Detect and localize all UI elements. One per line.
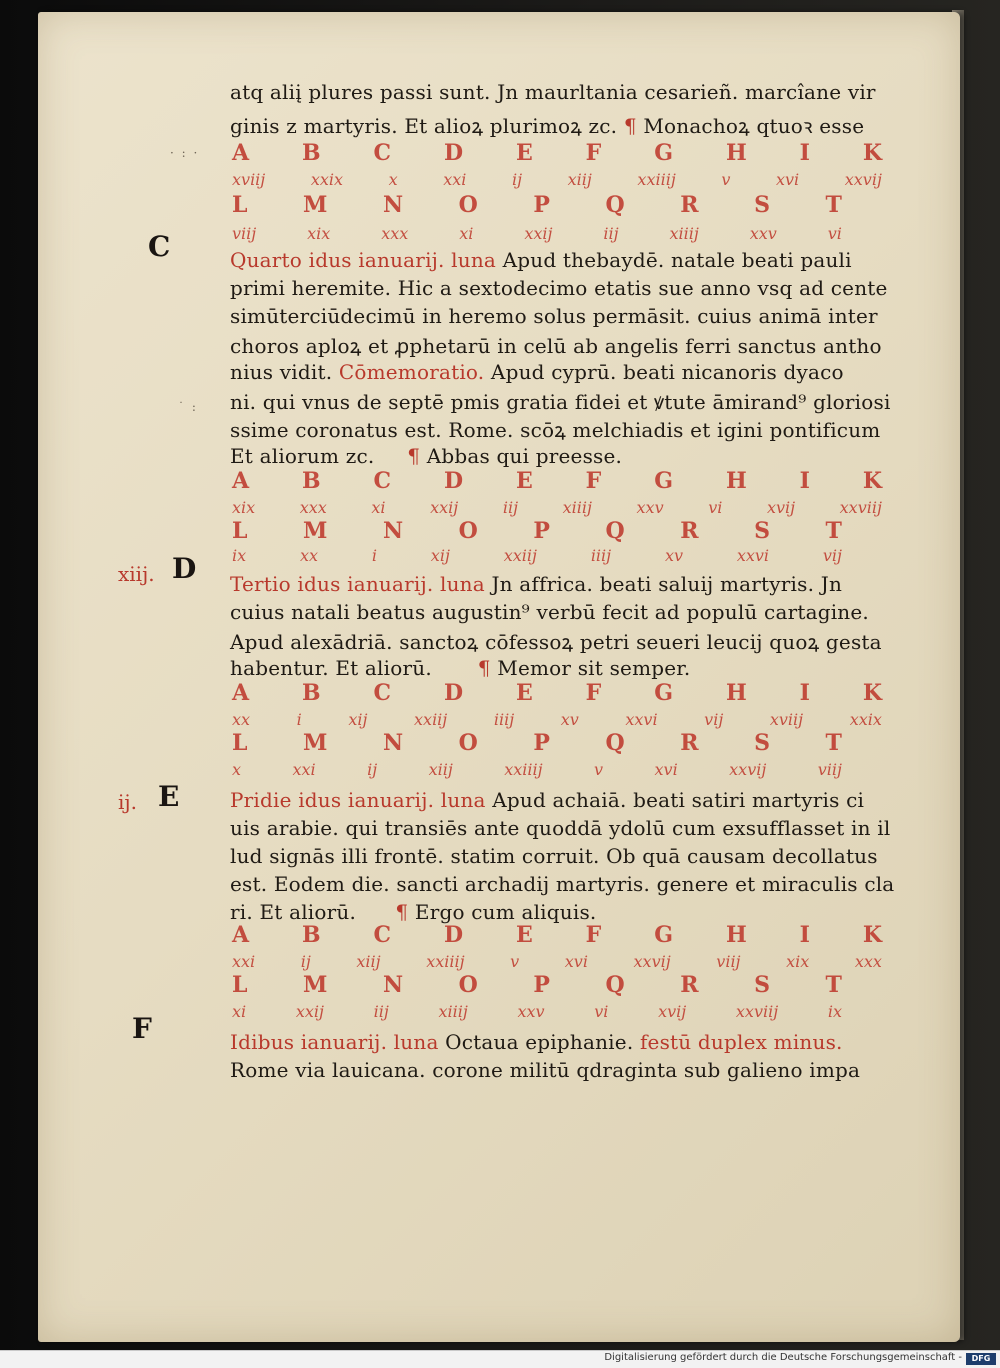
table-letter: H: [725, 140, 747, 166]
table-letter: B: [302, 922, 321, 948]
text-segment: Ergo cum aliquis.: [414, 900, 597, 924]
table-letter: F: [585, 680, 602, 706]
table-letter: N: [382, 518, 404, 544]
table-letter: I: [799, 680, 810, 706]
text-segment: ginis z martyris. Et alioꝝ plurimoꝝ zc.: [230, 114, 618, 138]
table-letter: P: [533, 730, 550, 756]
table-letter: Q: [605, 972, 625, 998]
dfg-logo: DFG: [966, 1353, 996, 1365]
table-letter: T: [825, 192, 842, 218]
table-number: v: [721, 170, 731, 189]
table-number: xxij: [524, 224, 553, 243]
table-letter: P: [533, 972, 550, 998]
table-number: xxiij: [414, 710, 448, 729]
table-letter: K: [862, 468, 882, 494]
table-number: ix: [827, 1002, 842, 1021]
text-line: [230, 112, 864, 139]
table-number: xvi: [654, 760, 678, 779]
text-line: [230, 788, 864, 812]
table-number: xi: [459, 224, 474, 243]
table-number: xxix: [310, 170, 344, 189]
table-2-numbers-top: [232, 498, 882, 518]
table-number: xxiiij: [637, 170, 676, 189]
table-number: xxix: [849, 710, 882, 729]
ink-smudge: ˙ :: [178, 400, 198, 414]
table-letter: S: [754, 730, 770, 756]
table-number: xiiij: [562, 498, 592, 517]
table-letter: O: [458, 730, 478, 756]
table-number: vi: [827, 224, 842, 243]
table-number: vij: [704, 710, 724, 729]
date-rubric: Quarto idus ianuarij. luna: [230, 248, 497, 272]
table-4-letters-top: [232, 922, 882, 946]
text-line: [230, 248, 852, 272]
text-segment: Et aliorum zc.: [230, 444, 375, 468]
table-number: v: [594, 760, 604, 779]
table-number: xxvij: [844, 170, 882, 189]
table-number: i: [296, 710, 302, 729]
table-number: xxv: [749, 224, 777, 243]
table-letter: E: [515, 922, 533, 948]
table-number: xxiij: [503, 546, 537, 565]
table-letter: B: [302, 140, 321, 166]
pilcrow: ¶: [407, 444, 421, 468]
table-number: iiij: [493, 710, 515, 729]
table-letter: H: [725, 680, 747, 706]
table-letter: M: [303, 972, 328, 998]
table-letter: R: [680, 972, 699, 998]
table-2-numbers-bottom: [232, 546, 842, 566]
table-letter: O: [458, 192, 478, 218]
date-rubric: Tertio idus ianuarij. luna: [230, 572, 485, 596]
table-1-numbers-top: [232, 170, 882, 190]
text-line: cuius natali beatus augustin⁹ verbū fecit ad populū cartagine.: [230, 600, 869, 624]
table-letter: E: [515, 140, 533, 166]
table-number: xvij: [766, 498, 796, 517]
table-letter: N: [382, 972, 404, 998]
table-4-numbers-bottom: [232, 1002, 842, 1022]
table-letter: K: [862, 140, 882, 166]
text-segment: Jn affrica. beati saluij martyris. Jn: [491, 572, 843, 596]
table-number: xv: [560, 710, 579, 729]
text-line: simūterciūdecimū in heremo solus permāsit. cuius animā inter: [230, 304, 878, 328]
table-number: xxvij: [633, 952, 671, 971]
ink-smudge: · : ·: [170, 146, 200, 160]
table-number: xxi: [443, 170, 467, 189]
table-letter: H: [725, 922, 747, 948]
table-letter: A: [232, 140, 250, 166]
table-number: viij: [716, 952, 741, 971]
table-2-letters-bottom: [232, 518, 842, 542]
table-letter: G: [654, 468, 674, 494]
table-letter: L: [232, 972, 248, 998]
table-letter: I: [799, 140, 810, 166]
table-number: xviij: [232, 170, 266, 189]
table-letter: D: [443, 140, 464, 166]
table-letter: G: [654, 680, 674, 706]
text-segment: Apud thebaydē. natale beati pauli: [502, 248, 852, 272]
table-letter: G: [654, 140, 674, 166]
digitization-footer: [0, 1350, 1000, 1368]
table-number: xxi: [232, 952, 256, 971]
table-letter: O: [458, 518, 478, 544]
table-letter: O: [458, 972, 478, 998]
table-number: xxviij: [735, 1002, 779, 1021]
table-number: xxvi: [736, 546, 770, 565]
dominical-letter: F: [132, 1012, 152, 1045]
table-letter: D: [443, 468, 464, 494]
table-letter: K: [862, 922, 882, 948]
table-number: xx: [299, 546, 319, 565]
dominical-letter: D: [172, 552, 197, 585]
table-number: xiij: [356, 952, 381, 971]
table-number: vij: [822, 546, 842, 565]
pilcrow: ¶: [477, 656, 491, 680]
text-line: lud signās illi frontē. statim corruit. Ob quā causam decollatus: [230, 844, 878, 868]
table-number: xxij: [430, 498, 459, 517]
table-letter: P: [533, 518, 550, 544]
table-letter: B: [302, 468, 321, 494]
table-letter: C: [373, 680, 392, 706]
table-3-numbers-bottom: [232, 760, 842, 780]
text-line: [230, 656, 690, 680]
table-letter: G: [654, 922, 674, 948]
table-letter: M: [303, 192, 328, 218]
text-line: [230, 1030, 843, 1054]
table-number: xix: [786, 952, 810, 971]
table-letter: L: [232, 730, 248, 756]
text-line: ssime coronatus est. Rome. scōꝝ melchiadis et igini pontificum: [230, 418, 881, 442]
table-letter: P: [533, 192, 550, 218]
golden-number: xiij.: [118, 562, 155, 586]
text-line: [230, 572, 842, 596]
table-letter: F: [585, 922, 602, 948]
table-letter: F: [585, 468, 602, 494]
text-segment: habentur. Et aliorū.: [230, 656, 432, 680]
table-letter: M: [303, 730, 328, 756]
table-number: xvi: [775, 170, 800, 189]
table-number: xxiiij: [426, 952, 465, 971]
table-number: xiij: [428, 760, 453, 779]
text-line: ni. qui vnus de septē pmis gratia fidei et ꝟtute āmirand⁹ gloriosi: [230, 390, 891, 414]
table-4-letters-bottom: [232, 972, 842, 996]
table-letter: S: [754, 518, 770, 544]
table-number: xix: [307, 224, 331, 243]
text-line: [230, 360, 844, 384]
date-rubric: Idibus ianuarij. luna: [230, 1030, 439, 1054]
table-number: xvi: [564, 952, 588, 971]
table-number: ij: [367, 760, 378, 779]
table-number: x: [388, 170, 398, 189]
text-segment: Octaua epiphanie.: [445, 1030, 634, 1054]
dominical-letter: E: [158, 780, 180, 813]
table-number: xvij: [658, 1002, 687, 1021]
table-number: ix: [232, 546, 247, 565]
table-number: xxx: [854, 952, 882, 971]
table-letter: R: [680, 730, 699, 756]
feast-rank-rubric: festū duplex minus.: [639, 1030, 843, 1054]
table-number: xviij: [769, 710, 804, 729]
table-number: xiiij: [438, 1002, 468, 1021]
table-number: xxx: [381, 224, 409, 243]
table-letter: T: [825, 518, 842, 544]
table-letter: S: [754, 192, 770, 218]
table-letter: C: [373, 922, 392, 948]
text-line: [230, 444, 622, 468]
table-number: xxv: [517, 1002, 545, 1021]
table-3-letters-top: [232, 680, 882, 704]
table-letter: A: [232, 468, 250, 494]
text-segment: Monachoꝝ qtuoꝛ esse: [643, 114, 865, 138]
text-line: primi heremite. Hic a sextodecimo etatis sue anno vsq ad cente: [230, 276, 888, 300]
dominical-letter: C: [148, 230, 171, 263]
table-letter: T: [825, 972, 842, 998]
text-line: [230, 900, 596, 924]
table-letter: R: [680, 518, 699, 544]
table-4-numbers-top: [232, 952, 882, 972]
table-number: v: [510, 952, 520, 971]
table-letter: D: [443, 922, 464, 948]
table-letter: B: [302, 680, 321, 706]
text-segment: Memor sit semper.: [497, 656, 691, 680]
table-number: xxvij: [729, 760, 767, 779]
text-segment: Apud achaiā. beati satiri martyris ci: [492, 788, 865, 812]
table-letter: T: [825, 730, 842, 756]
table-letter: M: [303, 518, 328, 544]
table-letter: I: [799, 922, 810, 948]
table-number: xxviij: [839, 498, 882, 517]
golden-number: ij.: [118, 790, 137, 814]
table-letter: C: [373, 140, 392, 166]
table-letter: A: [232, 922, 250, 948]
text-segment: ri. Et aliorū.: [230, 900, 357, 924]
table-letter: L: [232, 518, 248, 544]
table-number: xix: [232, 498, 256, 517]
text-segment: Abbas qui preesse.: [426, 444, 623, 468]
table-letter: S: [754, 972, 770, 998]
table-letter: Q: [605, 518, 625, 544]
table-number: vi: [708, 498, 723, 517]
table-number: iij: [373, 1002, 389, 1021]
table-letter: H: [725, 468, 747, 494]
table-number: iiij: [590, 546, 612, 565]
commemoration-rubric: Cōmemoratio.: [338, 360, 485, 384]
table-number: xxi: [292, 760, 316, 779]
table-letter: N: [382, 730, 404, 756]
table-number: i: [371, 546, 377, 565]
table-number: viij: [817, 760, 842, 779]
table-number: xij: [430, 546, 450, 565]
text-segment: Apud cyprū. beati nicanoris dyaco: [490, 360, 844, 384]
table-number: xi: [371, 498, 386, 517]
table-letter: R: [680, 192, 699, 218]
table-letter: C: [373, 468, 392, 494]
table-number: x: [232, 760, 242, 779]
footer-credit: Digitalisierung gefördert durch die Deutsche Forschungsgemeinschaft -: [604, 1352, 962, 1363]
table-1-letters-bottom: [232, 192, 842, 216]
table-3-letters-bottom: [232, 730, 842, 754]
table-number: iij: [603, 224, 619, 243]
text-line: choros aploꝝ et ꝓphetarū in celū ab angelis ferri sanctus antho: [230, 334, 882, 358]
table-letter: Q: [605, 192, 625, 218]
table-letter: I: [799, 468, 810, 494]
table-number: xxvi: [625, 710, 658, 729]
table-number: xij: [348, 710, 368, 729]
text-line: uis arabie. qui transiēs ante quoddā ydolū cum exsufflasset in il: [230, 816, 891, 840]
table-letter: D: [443, 680, 464, 706]
text-line: Apud alexādriā. sanctoꝝ cōfessoꝝ petri seueri leucij quoꝝ gesta: [230, 630, 882, 654]
table-number: xiij: [567, 170, 592, 189]
table-letter: E: [515, 468, 533, 494]
table-number: xi: [232, 1002, 247, 1021]
text-segment: nius vidit.: [230, 360, 333, 384]
table-2-letters-top: [232, 468, 882, 492]
table-letter: A: [232, 680, 250, 706]
text-line: est. Eodem die. sancti archadij martyris. genere et miraculis cla: [230, 872, 895, 896]
table-1-numbers-bottom: [232, 224, 842, 244]
table-number: viij: [232, 224, 257, 243]
table-number: iij: [502, 498, 519, 517]
table-letter: L: [232, 192, 248, 218]
pilcrow: ¶: [623, 114, 637, 138]
table-1-letters-top: [232, 140, 882, 164]
table-number: xxij: [295, 1002, 324, 1021]
table-number: ij: [300, 952, 311, 971]
table-letter: K: [862, 680, 882, 706]
table-3-numbers-top: [232, 710, 882, 730]
table-letter: Q: [605, 730, 625, 756]
table-letter: N: [382, 192, 404, 218]
text-line: atq aliį plures passi sunt. Jn maurltania cesarieñ. marcîane vir: [230, 80, 876, 104]
text-line: Rome via lauicana. corone militū qdraginta sub galieno impa: [230, 1058, 861, 1082]
table-number: vi: [594, 1002, 609, 1021]
table-letter: F: [585, 140, 602, 166]
table-number: xv: [664, 546, 684, 565]
table-number: xxv: [636, 498, 664, 517]
table-number: ij: [511, 170, 523, 189]
table-number: xxiiij: [504, 760, 543, 779]
table-number: xiiij: [669, 224, 699, 243]
table-number: xx: [232, 710, 251, 729]
table-letter: E: [515, 680, 533, 706]
table-number: xxx: [299, 498, 327, 517]
date-rubric: Pridie idus ianuarij. luna: [230, 788, 486, 812]
pilcrow: ¶: [395, 900, 409, 924]
